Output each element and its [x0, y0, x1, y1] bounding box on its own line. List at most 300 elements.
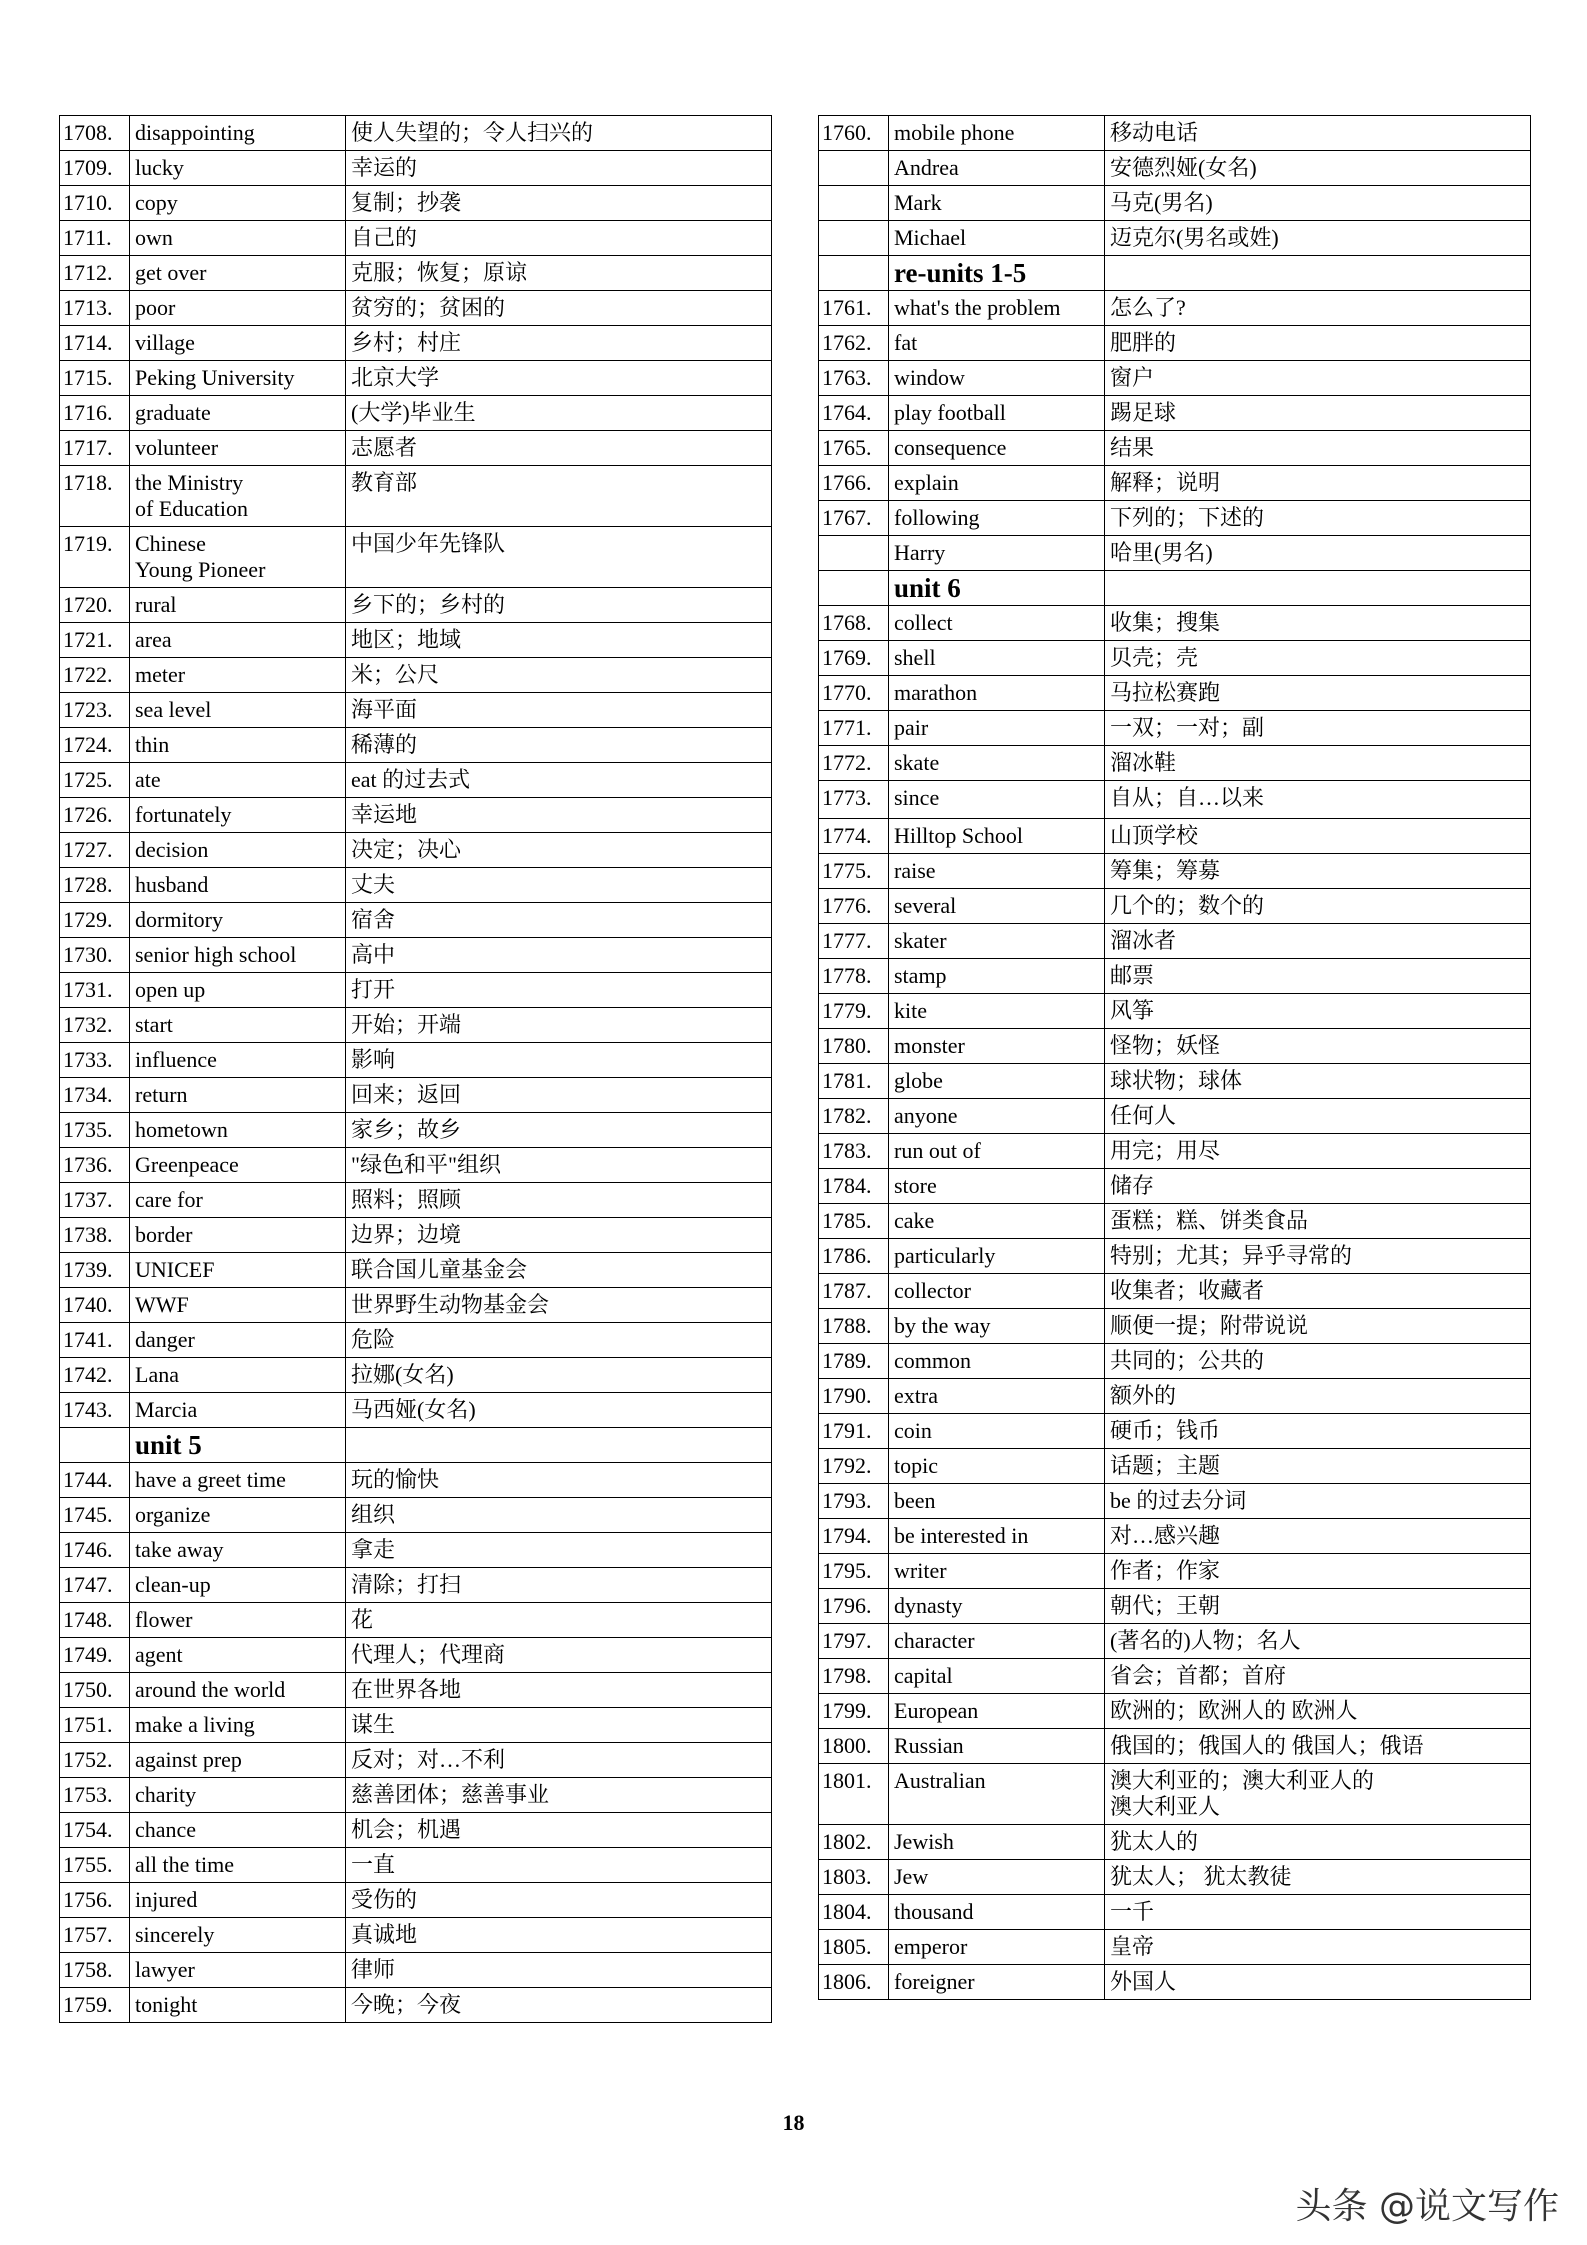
vocab-row: [819, 1825, 1531, 1860]
entry-number: 1749.: [60, 1638, 130, 1673]
entry-number: 1740.: [60, 1288, 130, 1323]
entry-meaning: 贝壳；壳: [1105, 641, 1531, 676]
entry-meaning: 花: [346, 1603, 772, 1638]
entry-number: 1778.: [819, 959, 889, 994]
entry-meaning: 复制；抄袭: [346, 186, 772, 221]
entry-word: Russian: [889, 1729, 1105, 1764]
entry-meaning: 怪物；妖怪: [1105, 1029, 1531, 1064]
vocab-row: [819, 1965, 1531, 2000]
entry-word: pair: [889, 711, 1105, 746]
vocab-row: [60, 291, 772, 326]
vocab-row: [819, 431, 1531, 466]
vocab-row: [819, 361, 1531, 396]
vocab-row: [819, 676, 1531, 711]
entry-meaning: 一直: [346, 1848, 772, 1883]
entry-number: 1731.: [60, 973, 130, 1008]
entry-number: 1804.: [819, 1895, 889, 1930]
entry-meaning: 肥胖的: [1105, 326, 1531, 361]
entry-number: 1791.: [819, 1414, 889, 1449]
entry-number: [819, 221, 889, 256]
vocab-row: [819, 711, 1531, 746]
vocab-row: [819, 1099, 1531, 1134]
entry-meaning: 幸运地: [346, 798, 772, 833]
entry-meaning: 稀薄的: [346, 728, 772, 763]
vocab-row: [60, 868, 772, 903]
entry-number: 1783.: [819, 1134, 889, 1169]
vocab-row: [60, 116, 772, 151]
entry-meaning: eat 的过去式: [346, 763, 772, 798]
vocab-row: [819, 1860, 1531, 1895]
vocab-row: [819, 291, 1531, 326]
entry-word: Greenpeace: [130, 1148, 346, 1183]
vocab-row: [60, 1498, 772, 1533]
entry-word: charity: [130, 1778, 346, 1813]
entry-word: take away: [130, 1533, 346, 1568]
entry-word: collect: [889, 606, 1105, 641]
entry-word: play football: [889, 396, 1105, 431]
entry-word: Marcia: [130, 1393, 346, 1428]
entry-number: 1746.: [60, 1533, 130, 1568]
entry-meaning: 溜冰鞋: [1105, 746, 1531, 781]
entry-number: 1710.: [60, 186, 130, 221]
section-heading-row: [60, 1428, 772, 1463]
entry-word: poor: [130, 291, 346, 326]
entry-word: hometown: [130, 1113, 346, 1148]
entry-number: 1726.: [60, 798, 130, 833]
entry-number: 1796.: [819, 1589, 889, 1624]
vocab-row: [819, 1659, 1531, 1694]
entry-number: 1773.: [819, 781, 889, 819]
entry-number: 1780.: [819, 1029, 889, 1064]
vocab-row: [819, 994, 1531, 1029]
entry-word: WWF: [130, 1288, 346, 1323]
entry-number: 1800.: [819, 1729, 889, 1764]
entry-meaning: 马克(男名): [1105, 186, 1531, 221]
entry-meaning: 筹集；筹募: [1105, 854, 1531, 889]
entry-meaning: 律师: [346, 1953, 772, 1988]
entry-number: [819, 256, 889, 291]
entry-meaning: 拉娜(女名): [346, 1358, 772, 1393]
entry-number: 1803.: [819, 1860, 889, 1895]
entry-word: monster: [889, 1029, 1105, 1064]
entry-number: 1738.: [60, 1218, 130, 1253]
vocab-row: [819, 641, 1531, 676]
entry-number: 1708.: [60, 116, 130, 151]
entry-word: what's the problem: [889, 291, 1105, 326]
entry-meaning: 特别；尤其；异乎寻常的: [1105, 1239, 1531, 1274]
entry-meaning: 中国少年先锋队: [346, 527, 772, 588]
entry-word: start: [130, 1008, 346, 1043]
vocab-row: [60, 973, 772, 1008]
entry-meaning: 联合国儿童基金会: [346, 1253, 772, 1288]
entry-meaning: 对…感兴趣: [1105, 1519, 1531, 1554]
entry-number: 1737.: [60, 1183, 130, 1218]
entry-word: shell: [889, 641, 1105, 676]
entry-meaning: 几个的；数个的: [1105, 889, 1531, 924]
entry-number: 1725.: [60, 763, 130, 798]
vocab-row: [819, 466, 1531, 501]
vocab-row: [60, 623, 772, 658]
vocab-row: [60, 1673, 772, 1708]
vocab-row: [819, 326, 1531, 361]
entry-word: village: [130, 326, 346, 361]
entry-meaning: 反对；对…不利: [346, 1743, 772, 1778]
entry-number: 1742.: [60, 1358, 130, 1393]
entry-meaning: 回来；返回: [346, 1078, 772, 1113]
entry-word: consequence: [889, 431, 1105, 466]
entry-meaning: 额外的: [1105, 1379, 1531, 1414]
vocab-row: [60, 1918, 772, 1953]
vocab-row: [60, 1778, 772, 1813]
vocab-row: [60, 1148, 772, 1183]
entry-meaning: 在世界各地: [346, 1673, 772, 1708]
entry-number: 1743.: [60, 1393, 130, 1428]
vocab-row: [60, 256, 772, 291]
entry-number: 1777.: [819, 924, 889, 959]
entry-number: [60, 1428, 130, 1463]
entry-meaning: 共同的；公共的: [1105, 1344, 1531, 1379]
vocab-row: [60, 1358, 772, 1393]
vocab-row: [819, 1895, 1531, 1930]
vocab-row: [60, 1568, 772, 1603]
entry-word: window: [889, 361, 1105, 396]
vocab-row: [819, 1519, 1531, 1554]
vocab-row: [60, 1113, 772, 1148]
entry-meaning: 踢足球: [1105, 396, 1531, 431]
entry-number: 1760.: [819, 116, 889, 151]
entry-word: senior high school: [130, 938, 346, 973]
vocab-row: [819, 1379, 1531, 1414]
entry-meaning: 安德烈娅(女名): [1105, 151, 1531, 186]
entry-meaning: 移动电话: [1105, 116, 1531, 151]
entry-word: explain: [889, 466, 1105, 501]
entry-meaning: [1105, 571, 1531, 606]
entry-meaning: 海平面: [346, 693, 772, 728]
entry-word: own: [130, 221, 346, 256]
entry-number: 1722.: [60, 658, 130, 693]
entry-number: 1715.: [60, 361, 130, 396]
vocab-row: [819, 959, 1531, 994]
entry-word: capital: [889, 1659, 1105, 1694]
entry-number: 1788.: [819, 1309, 889, 1344]
entry-meaning: 皇帝: [1105, 1930, 1531, 1965]
entry-meaning: 邮票: [1105, 959, 1531, 994]
vocab-row: [819, 186, 1531, 221]
entry-meaning: 作者；作家: [1105, 1554, 1531, 1589]
entry-word: re-units 1-5: [889, 256, 1105, 291]
entry-word: store: [889, 1169, 1105, 1204]
entry-word: chance: [130, 1813, 346, 1848]
entry-word: marathon: [889, 676, 1105, 711]
entry-meaning: 真诚地: [346, 1918, 772, 1953]
vocab-row: [60, 1253, 772, 1288]
entry-word: make a living: [130, 1708, 346, 1743]
entry-word: Andrea: [889, 151, 1105, 186]
vocab-row: [819, 1204, 1531, 1239]
entry-meaning: 一千: [1105, 1895, 1531, 1930]
entry-word: cake: [889, 1204, 1105, 1239]
entry-meaning: 自己的: [346, 221, 772, 256]
vocab-row: [819, 151, 1531, 186]
entry-number: 1718.: [60, 466, 130, 527]
entry-word: fortunately: [130, 798, 346, 833]
entry-meaning: 使人失望的；令人扫兴的: [346, 116, 772, 151]
entry-number: 1756.: [60, 1883, 130, 1918]
entry-meaning: 玩的愉快: [346, 1463, 772, 1498]
section-heading-row: [819, 571, 1531, 606]
entry-number: 1732.: [60, 1008, 130, 1043]
entry-meaning: 蛋糕；糕、饼类食品: [1105, 1204, 1531, 1239]
entry-word: around the world: [130, 1673, 346, 1708]
vocab-row: [60, 1533, 772, 1568]
entry-number: 1739.: [60, 1253, 130, 1288]
vocab-row: [819, 1344, 1531, 1379]
vocab-row: [60, 396, 772, 431]
entry-number: 1795.: [819, 1554, 889, 1589]
entry-number: 1768.: [819, 606, 889, 641]
entry-meaning: 收集者；收藏者: [1105, 1274, 1531, 1309]
vocab-row: [819, 1029, 1531, 1064]
vocab-row: [819, 924, 1531, 959]
entry-meaning: (著名的)人物；名人: [1105, 1624, 1531, 1659]
entry-number: 1774.: [819, 819, 889, 854]
vocab-row: [819, 1554, 1531, 1589]
entry-word: have a greet time: [130, 1463, 346, 1498]
vocab-row: [819, 1414, 1531, 1449]
entry-number: 1798.: [819, 1659, 889, 1694]
entry-word: run out of: [889, 1134, 1105, 1169]
entry-meaning: 克服；恢复；原谅: [346, 256, 772, 291]
entry-meaning: 结果: [1105, 431, 1531, 466]
entry-word: influence: [130, 1043, 346, 1078]
entry-number: 1766.: [819, 466, 889, 501]
entry-word: be interested in: [889, 1519, 1105, 1554]
entry-meaning: [346, 1428, 772, 1463]
entry-number: 1802.: [819, 1825, 889, 1860]
entry-word: Jewish: [889, 1825, 1105, 1860]
entry-word: all the time: [130, 1848, 346, 1883]
entry-number: 1744.: [60, 1463, 130, 1498]
entry-meaning: 照料；照顾: [346, 1183, 772, 1218]
entry-meaning: 朝代；王朝: [1105, 1589, 1531, 1624]
vocab-row: [819, 1169, 1531, 1204]
entry-meaning: 一双；一对；副: [1105, 711, 1531, 746]
entry-number: 1767.: [819, 501, 889, 536]
entry-word: thousand: [889, 1895, 1105, 1930]
vocab-row: [819, 1449, 1531, 1484]
vocab-row: [819, 501, 1531, 536]
entry-meaning: 教育部: [346, 466, 772, 527]
watermark: 头条 @说文写作: [1295, 2186, 1559, 2227]
entry-meaning: 高中: [346, 938, 772, 973]
vocab-row: [819, 1064, 1531, 1099]
vocab-row: [819, 1134, 1531, 1169]
entry-word: European: [889, 1694, 1105, 1729]
entry-number: 1786.: [819, 1239, 889, 1274]
entry-number: 1709.: [60, 151, 130, 186]
entry-word: sea level: [130, 693, 346, 728]
entry-number: 1805.: [819, 1930, 889, 1965]
entry-word: volunteer: [130, 431, 346, 466]
entry-meaning: 机会；机遇: [346, 1813, 772, 1848]
entry-meaning: 危险: [346, 1323, 772, 1358]
entry-number: 1782.: [819, 1099, 889, 1134]
vocab-row: [819, 536, 1531, 571]
entry-meaning: 影响: [346, 1043, 772, 1078]
page-number: 18: [782, 2110, 805, 2135]
entry-word: ate: [130, 763, 346, 798]
entry-number: 1745.: [60, 1498, 130, 1533]
entry-meaning: 外国人: [1105, 1965, 1531, 2000]
vocab-row: [60, 431, 772, 466]
entry-meaning: 决定；决心: [346, 833, 772, 868]
entry-meaning: 丈夫: [346, 868, 772, 903]
entry-meaning: 清除；打扫: [346, 1568, 772, 1603]
entry-meaning: 省会；首都；首府: [1105, 1659, 1531, 1694]
entry-number: [819, 186, 889, 221]
entry-word: injured: [130, 1883, 346, 1918]
vocab-row: [60, 1008, 772, 1043]
entry-number: 1763.: [819, 361, 889, 396]
entry-number: [819, 151, 889, 186]
entry-number: 1775.: [819, 854, 889, 889]
entry-number: 1759.: [60, 1988, 130, 2023]
vocab-row: [60, 466, 772, 527]
entry-number: 1806.: [819, 1965, 889, 2000]
vocab-row: [60, 938, 772, 973]
entry-word: meter: [130, 658, 346, 693]
entry-number: 1735.: [60, 1113, 130, 1148]
entry-number: 1758.: [60, 1953, 130, 1988]
entry-number: 1769.: [819, 641, 889, 676]
entry-number: 1719.: [60, 527, 130, 588]
entry-number: 1770.: [819, 676, 889, 711]
entry-word: agent: [130, 1638, 346, 1673]
entry-meaning: 风筝: [1105, 994, 1531, 1029]
entry-word: graduate: [130, 396, 346, 431]
entry-number: 1792.: [819, 1449, 889, 1484]
entry-word: husband: [130, 868, 346, 903]
entry-meaning: 储存: [1105, 1169, 1531, 1204]
entry-word: flower: [130, 1603, 346, 1638]
entry-number: 1713.: [60, 291, 130, 326]
entry-number: 1781.: [819, 1064, 889, 1099]
entry-number: 1727.: [60, 833, 130, 868]
entry-meaning: 澳大利亚的；澳大利亚人的 澳大利亚人: [1105, 1764, 1531, 1825]
vocab-row: [60, 151, 772, 186]
entry-word: lucky: [130, 151, 346, 186]
vocab-row: [60, 1953, 772, 1988]
entry-meaning: "绿色和平"组织: [346, 1148, 772, 1183]
entry-word: Jew: [889, 1860, 1105, 1895]
entry-number: 1751.: [60, 1708, 130, 1743]
entry-word: danger: [130, 1323, 346, 1358]
entry-number: 1734.: [60, 1078, 130, 1113]
vocab-row: [819, 116, 1531, 151]
entry-number: 1736.: [60, 1148, 130, 1183]
entry-word: decision: [130, 833, 346, 868]
entry-number: 1793.: [819, 1484, 889, 1519]
entry-meaning: 贫穷的；贫困的: [346, 291, 772, 326]
entry-meaning: 哈里(男名): [1105, 536, 1531, 571]
entry-word: disappointing: [130, 116, 346, 151]
vocab-row: [60, 1813, 772, 1848]
entry-word: Peking University: [130, 361, 346, 396]
entry-meaning: 话题；主题: [1105, 1449, 1531, 1484]
entry-word: the Ministry of Education: [130, 466, 346, 527]
vocab-row: [819, 819, 1531, 854]
entry-word: been: [889, 1484, 1105, 1519]
entry-word: Michael: [889, 221, 1105, 256]
entry-word: Hilltop School: [889, 819, 1105, 854]
entry-word: extra: [889, 1379, 1105, 1414]
vocab-row: [60, 903, 772, 938]
entry-number: 1761.: [819, 291, 889, 326]
entry-number: 1728.: [60, 868, 130, 903]
entry-meaning: 宿舍: [346, 903, 772, 938]
entry-word: UNICEF: [130, 1253, 346, 1288]
entry-word: common: [889, 1344, 1105, 1379]
entry-number: 1771.: [819, 711, 889, 746]
vocab-row: [60, 763, 772, 798]
vocab-row: [60, 728, 772, 763]
entry-meaning: 俄国的；俄国人的 俄国人；俄语: [1105, 1729, 1531, 1764]
entry-meaning: (大学)毕业生: [346, 396, 772, 431]
vocab-row: [60, 588, 772, 623]
entry-word: Mark: [889, 186, 1105, 221]
entry-number: 1716.: [60, 396, 130, 431]
vocab-row: [819, 854, 1531, 889]
entry-meaning: 乡下的；乡村的: [346, 588, 772, 623]
entry-meaning: 收集；搜集: [1105, 606, 1531, 641]
entry-meaning: 顺便一提；附带说说: [1105, 1309, 1531, 1344]
vocab-row: [60, 1183, 772, 1218]
entry-word: lawyer: [130, 1953, 346, 1988]
entry-meaning: 马西娅(女名): [346, 1393, 772, 1428]
entry-meaning: 解释；说明: [1105, 466, 1531, 501]
vocab-row: [60, 693, 772, 728]
entry-word: foreigner: [889, 1965, 1105, 2000]
entry-word: clean-up: [130, 1568, 346, 1603]
entry-word: since: [889, 781, 1105, 819]
entry-number: 1714.: [60, 326, 130, 361]
entry-meaning: 地区；地域: [346, 623, 772, 658]
entry-number: 1757.: [60, 1918, 130, 1953]
entry-word: area: [130, 623, 346, 658]
vocab-row: [60, 361, 772, 396]
vocab-row: [819, 1484, 1531, 1519]
entry-meaning: 谋生: [346, 1708, 772, 1743]
entry-number: 1784.: [819, 1169, 889, 1204]
entry-meaning: 溜冰者: [1105, 924, 1531, 959]
entry-number: 1730.: [60, 938, 130, 973]
entry-number: 1717.: [60, 431, 130, 466]
entry-number: 1776.: [819, 889, 889, 924]
vocab-row: [819, 1729, 1531, 1764]
entry-meaning: 受伤的: [346, 1883, 772, 1918]
entry-word: thin: [130, 728, 346, 763]
entry-meaning: 自从；自…以来: [1105, 781, 1531, 819]
entry-meaning: 慈善团体；慈善事业: [346, 1778, 772, 1813]
entry-word: border: [130, 1218, 346, 1253]
entry-number: 1787.: [819, 1274, 889, 1309]
entry-word: writer: [889, 1554, 1105, 1589]
vocab-row: [60, 1883, 772, 1918]
entry-meaning: 球状物；球体: [1105, 1064, 1531, 1099]
entry-word: raise: [889, 854, 1105, 889]
entry-word: collector: [889, 1274, 1105, 1309]
entry-word: globe: [889, 1064, 1105, 1099]
